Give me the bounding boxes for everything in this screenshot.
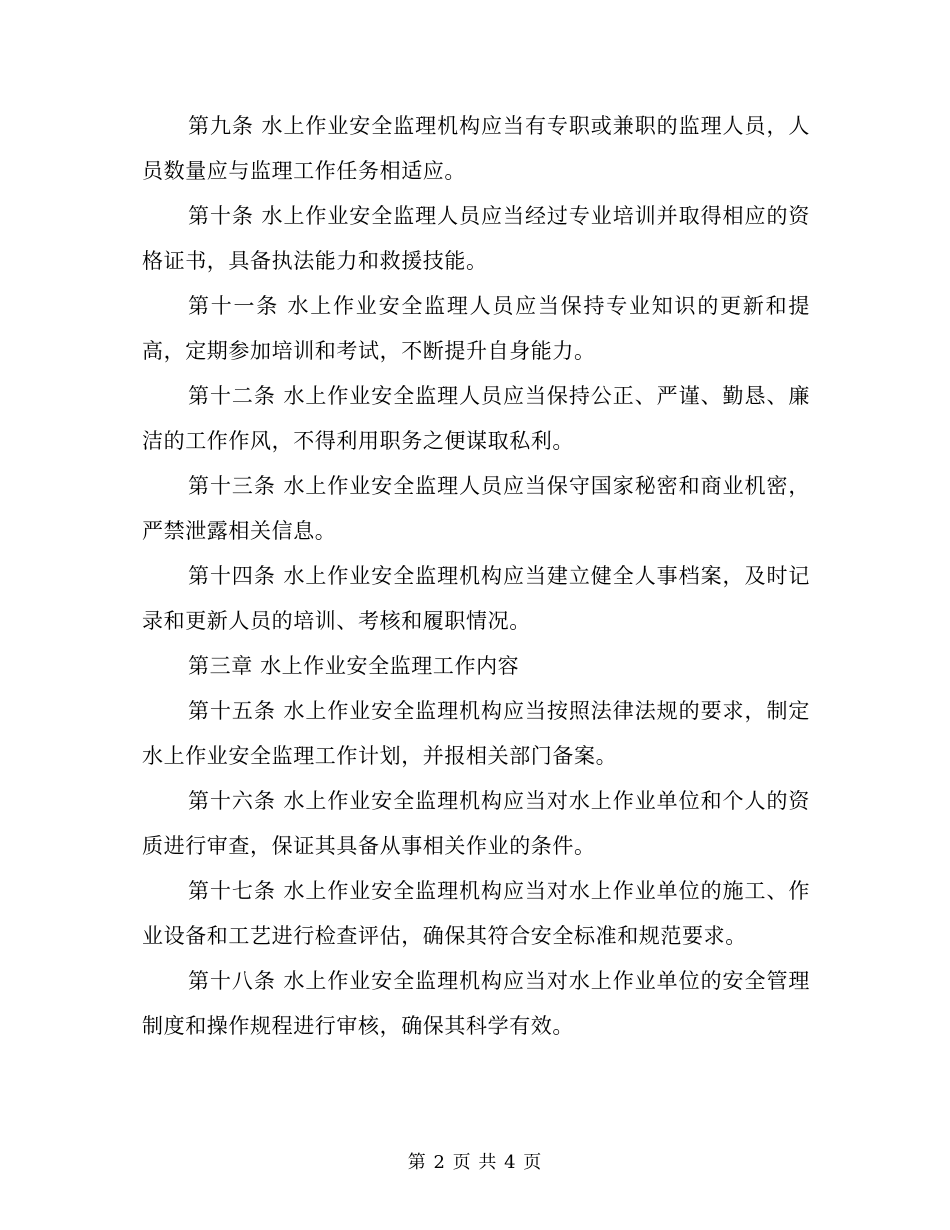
article-13: 第十三条 水上作业安全监理人员应当保守国家秘密和商业机密，严禁泄露相关信息。 (142, 474, 810, 543)
article-11: 第十一条 水上作业安全监理人员应当保持专业知识的更新和提高，定期参加培训和考试，不断提升自身能力。 (142, 294, 810, 363)
chapter-3-heading: 第三章 水上作业安全监理工作内容 (188, 654, 520, 678)
article-17: 第十七条 水上作业安全监理机构应当对水上作业单位的施工、作业设备和工艺进行检查评估，确保其符合安全标准和规范要求。 (142, 879, 810, 948)
article-14: 第十四条 水上作业安全监理机构应当建立健全人事档案，及时记录和更新人员的培训、考核和履职情况。 (142, 564, 810, 633)
article-12: 第十二条 水上作业安全监理人员应当保持公正、严谨、勤恳、廉洁的工作作风，不得利用职务之便谋取私利。 (142, 384, 810, 453)
page-number-footer: 第 2 页 共 4 页 (407, 1152, 543, 1173)
article-16: 第十六条 水上作业安全监理机构应当对水上作业单位和个人的资质进行审查，保证其具备从事相关作业的条件。 (142, 789, 810, 858)
document-body (142, 104, 810, 1049)
article-9: 第九条 水上作业安全监理机构应当有专职或兼职的监理人员，人员数量应与监理工作任务相适应。 (142, 114, 810, 183)
article-18: 第十八条 水上作业安全监理机构应当对水上作业单位的安全管理制度和操作规程进行审核，确保其科学有效。 (142, 969, 810, 1038)
article-10: 第十条 水上作业安全监理人员应当经过专业培训并取得相应的资格证书，具备执法能力和救援技能。 (142, 204, 810, 273)
article-15: 第十五条 水上作业安全监理机构应当按照法律法规的要求，制定水上作业安全监理工作计划，并报相关部门备案。 (142, 699, 810, 768)
